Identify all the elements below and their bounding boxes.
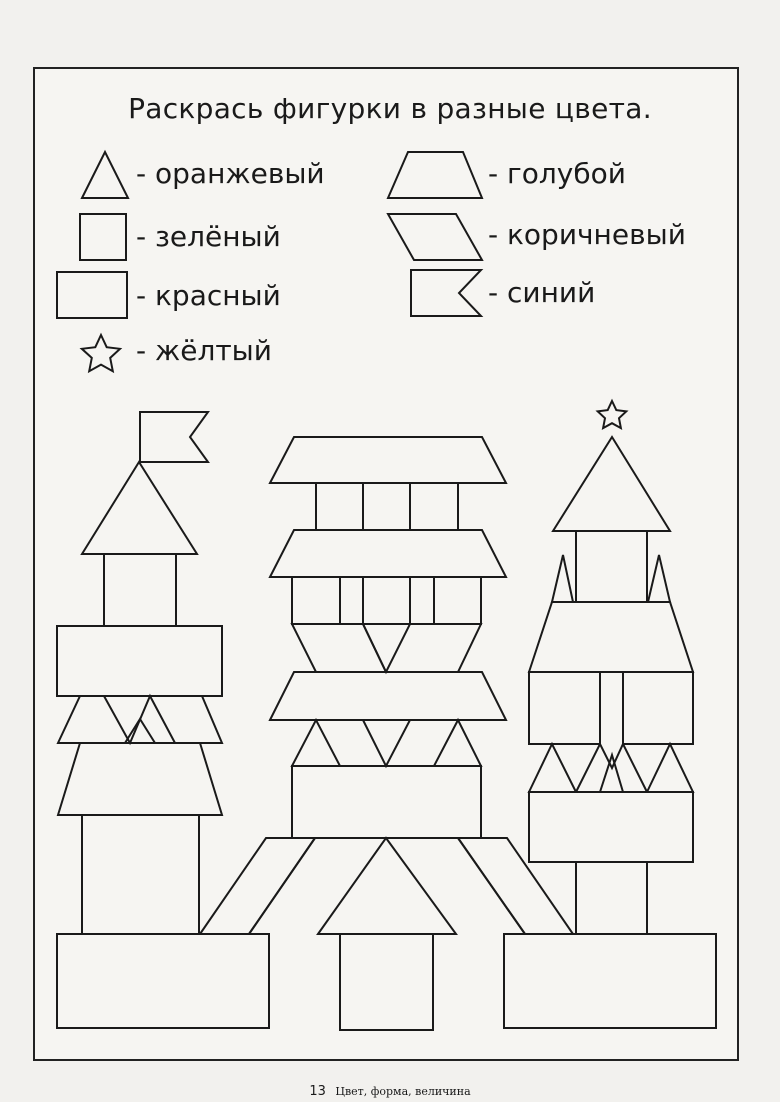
rectangle-icon — [57, 272, 127, 318]
square-icon — [80, 214, 126, 260]
legend-label-green: - зелёный — [136, 220, 281, 253]
left-tower — [57, 412, 222, 934]
legend-label-lightblue: - голубой — [488, 157, 626, 190]
triangle-icon — [82, 152, 128, 198]
legend-label-red: - красный — [136, 279, 281, 312]
parallelogram-icon — [388, 214, 482, 260]
right-tower — [529, 401, 693, 934]
flag-shape-icon — [411, 270, 481, 316]
middle-tower — [200, 437, 573, 1030]
tower-star — [598, 401, 627, 428]
trapezoid-icon — [388, 152, 482, 198]
star-icon — [82, 335, 120, 371]
base-blocks — [57, 934, 716, 1028]
tower-flag — [140, 412, 208, 462]
section-title: Цвет, форма, величина — [335, 1085, 471, 1098]
legend-label-orange: - оранжевый — [136, 157, 325, 190]
legend-label-yellow: - жёлтый — [136, 334, 272, 367]
tower-roof-triangle — [82, 462, 197, 554]
legend-label-brown: - коричневый — [488, 218, 686, 251]
legend-label-blue: - синий — [488, 276, 596, 309]
page-number: 13 — [309, 1084, 326, 1099]
legend-shapes — [57, 152, 482, 371]
page-footer — [0, 1084, 780, 1099]
page-title: Раскрась фигурки в разные цвета. — [128, 92, 652, 125]
